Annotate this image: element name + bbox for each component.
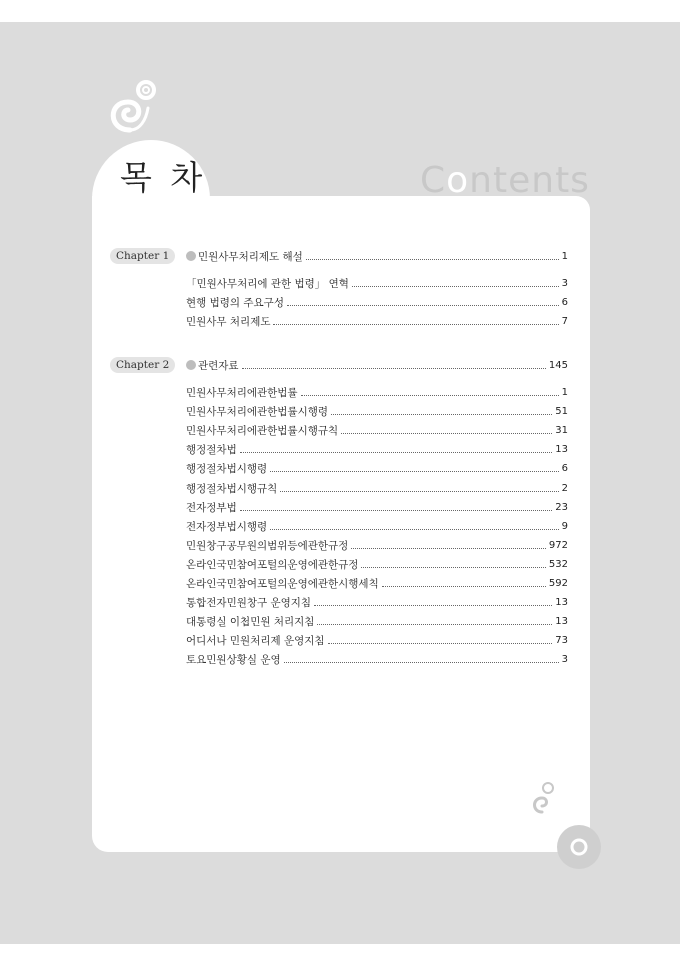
page-number: 2: [561, 482, 568, 494]
page-number: 31: [555, 424, 568, 436]
page-number: 6: [561, 296, 568, 308]
toc-entry[interactable]: [186, 313, 568, 329]
dot-leader: [270, 471, 558, 472]
entry-title: 토요민원상황실 운영: [186, 653, 281, 666]
toc-entry[interactable]: [186, 441, 568, 457]
page-number: 3: [561, 277, 568, 289]
dot-leader: [242, 368, 546, 369]
page-number: 1: [561, 386, 568, 398]
page-number: 6: [561, 462, 568, 474]
page-number: 145: [548, 359, 568, 371]
toc-entry[interactable]: [186, 518, 568, 534]
circle-decoration-icon: [556, 824, 602, 870]
dot-leader: [280, 491, 558, 492]
entry-title: 행정절차법시행규칙: [186, 482, 278, 495]
dot-leader: [240, 510, 553, 511]
toc-entry[interactable]: [186, 537, 568, 553]
dot-leader: [306, 259, 559, 260]
entry-title: 「민원사무처리에 관한 법령」 연혁: [186, 277, 349, 290]
toc-entry[interactable]: [186, 594, 568, 610]
entry-title: 어디서나 민원처리제 운영지침: [186, 634, 325, 647]
entry-title: 통합전자민원창구 운영지침: [186, 596, 312, 609]
dot-leader: [328, 643, 553, 644]
entry-title: 민원사무처리에관한법률: [186, 386, 298, 399]
toc-entry[interactable]: [186, 499, 568, 515]
chapter-tag: Chapter 1: [110, 248, 175, 264]
dot-leader: [287, 305, 559, 306]
toc-entry[interactable]: [186, 275, 568, 291]
entry-title: 행정절차법: [186, 443, 237, 456]
dot-leader: [341, 433, 552, 434]
page-number: 13: [555, 596, 568, 608]
entry-title: 현행 법령의 주요구성: [186, 296, 284, 309]
chapter-title: 민원사무처리제도 해설: [198, 250, 303, 263]
page-number: 51: [555, 405, 568, 417]
dot-leader: [382, 586, 546, 587]
page-number: 592: [548, 577, 568, 589]
page-number: 1: [561, 250, 568, 262]
toc-entry[interactable]: [186, 556, 568, 572]
dot-leader: [270, 529, 558, 530]
dot-leader: [351, 548, 546, 549]
chapter-tag: Chapter 2: [110, 357, 175, 373]
entry-title: 민원사무처리에관한법률시행규칙: [186, 424, 339, 437]
entry-title: 행정절차법시행령: [186, 462, 268, 475]
dot-leader: [301, 395, 559, 396]
dot-leader: [240, 452, 553, 453]
entry-title: 민원창구공무원의범위등에관한규정: [186, 539, 349, 552]
entry-title: 전자정부법시행령: [186, 520, 268, 533]
toc-entry[interactable]: [186, 422, 568, 438]
toc-chapter-row[interactable]: [198, 248, 568, 264]
page-number: 9: [561, 520, 568, 532]
bullet-dot-icon: [186, 360, 196, 370]
bullet-dot-icon: [186, 251, 196, 261]
page-number: 13: [555, 443, 568, 455]
entry-title: 전자정부법: [186, 501, 237, 514]
dot-leader: [331, 414, 552, 415]
page-number: 23: [555, 501, 568, 513]
entry-title: 민원사무처리에관한법률시행령: [186, 405, 329, 418]
page-number: 972: [548, 539, 568, 551]
page-number: 7: [561, 315, 568, 327]
entry-title: 온라인국민참여포털의운영에관한시행세칙: [186, 577, 379, 590]
toc-entry[interactable]: [186, 294, 568, 310]
toc-entry[interactable]: [186, 480, 568, 496]
page-number: 532: [548, 558, 568, 570]
dot-leader: [314, 605, 552, 606]
toc-entry[interactable]: [186, 575, 568, 591]
page-title: 목 차: [120, 158, 207, 197]
swirl-decoration-icon-small: [530, 778, 560, 818]
entry-title: 온라인국민참여포털의운영에관한규정: [186, 558, 359, 571]
dot-leader: [361, 567, 545, 568]
toc-entry[interactable]: [186, 613, 568, 629]
entry-title: 민원사무 처리제도: [186, 315, 271, 328]
page-number: 3: [561, 653, 568, 665]
toc-entry[interactable]: [186, 460, 568, 476]
page-number: 13: [555, 615, 568, 627]
toc-entry[interactable]: [186, 651, 568, 667]
page-number: 73: [555, 634, 568, 646]
chapter-title: 관련자료: [198, 359, 239, 372]
toc-entry[interactable]: [186, 403, 568, 419]
dot-leader: [317, 624, 552, 625]
dot-leader: [284, 662, 559, 663]
toc-entry[interactable]: [186, 384, 568, 400]
contents-watermark: Contents: [420, 160, 590, 201]
toc-entry[interactable]: [186, 632, 568, 648]
dot-leader: [352, 286, 559, 287]
toc-chapter-row[interactable]: [198, 357, 568, 373]
dot-leader: [273, 324, 558, 325]
entry-title: 대통령실 이첩민원 처리지침: [186, 615, 315, 628]
